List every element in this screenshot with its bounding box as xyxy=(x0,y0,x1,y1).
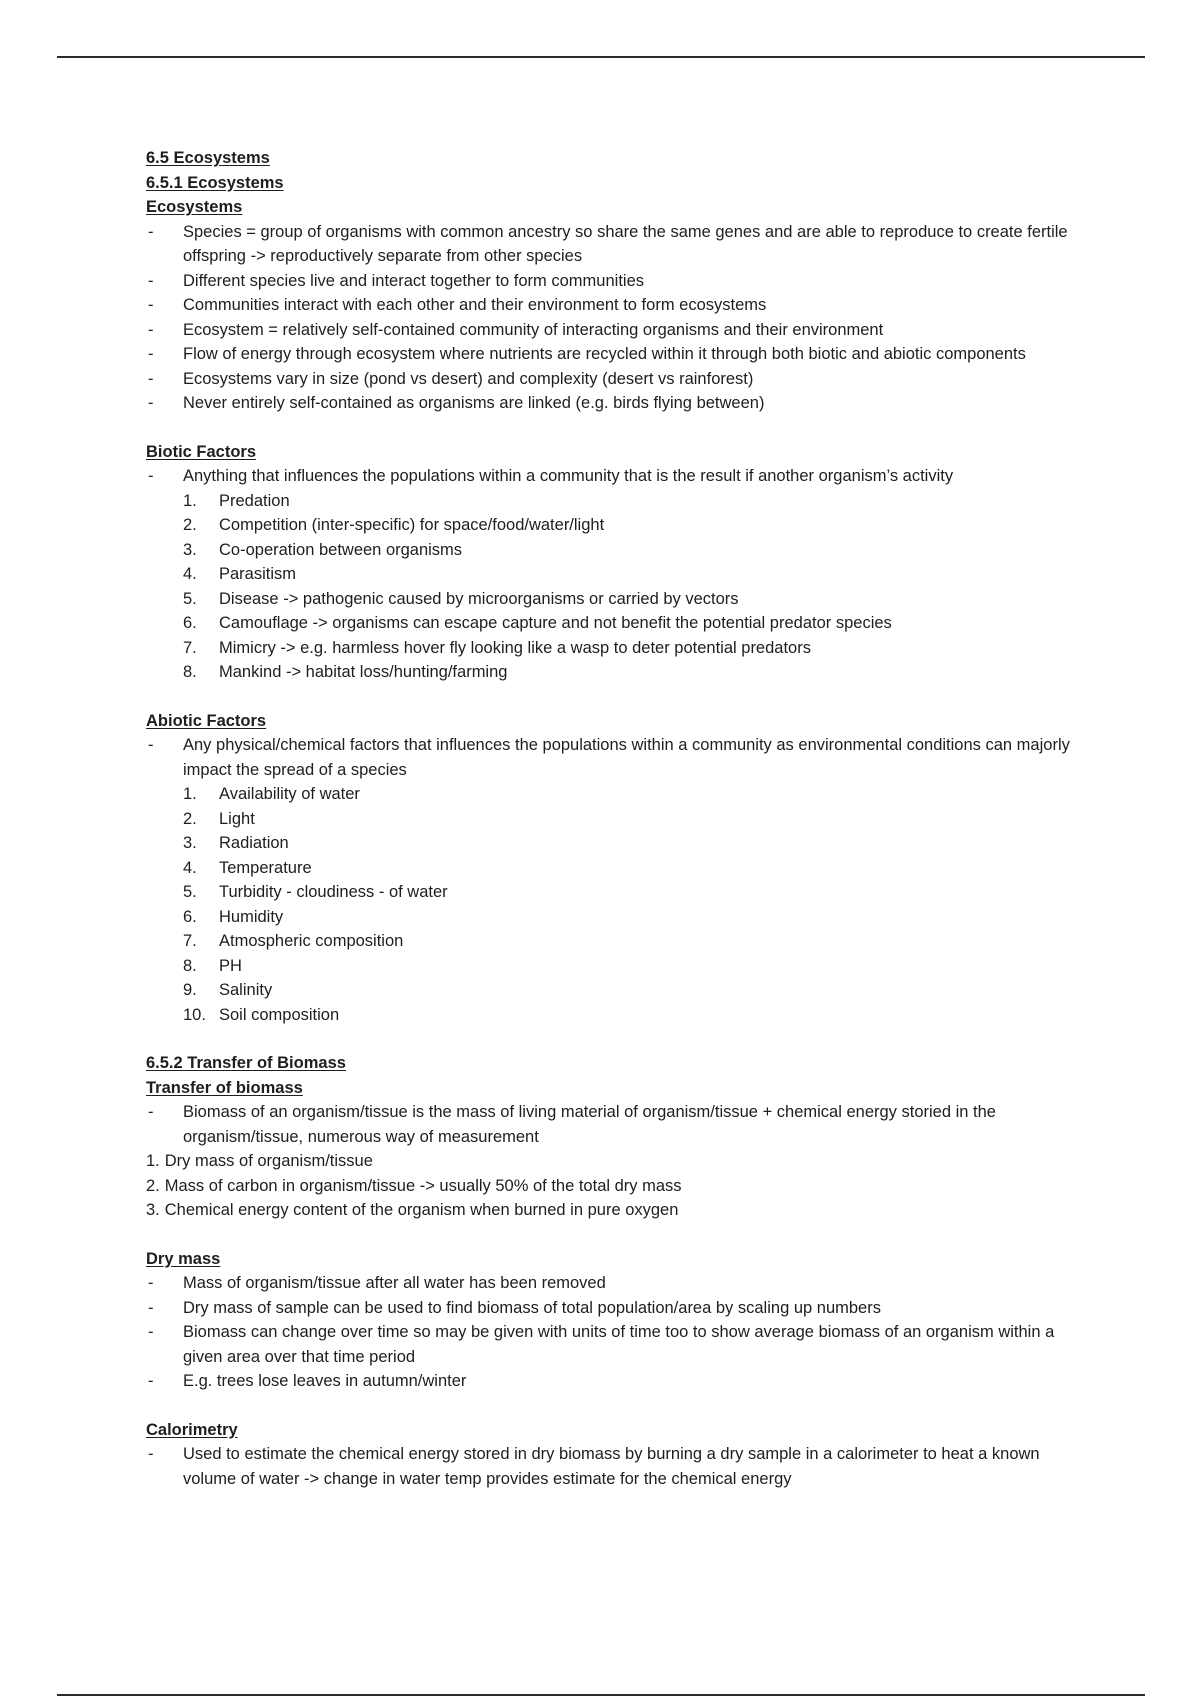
item-text: Disease -> pathogenic caused by microorganisms or carried by vectors xyxy=(219,589,739,608)
list-item xyxy=(183,587,1076,612)
list-item xyxy=(183,1003,1076,1028)
biotic-factors-heading: Biotic Factors xyxy=(146,442,257,461)
spacer xyxy=(146,1394,1076,1418)
biotic-factors-list xyxy=(146,489,1076,685)
item-number: 4. xyxy=(183,858,197,877)
item-text: Parasitism xyxy=(219,565,297,583)
item-text: Humidity xyxy=(219,907,284,926)
item-text: Light xyxy=(219,809,255,828)
dry-mass-heading: Dry mass xyxy=(146,1249,221,1268)
list-item xyxy=(183,538,1076,563)
item-text: Mass of carbon in organism/tissue -> usually 50% of the total dry mass xyxy=(164,1176,682,1195)
section-title: 6.5 Ecosystems xyxy=(146,149,270,167)
list-item: - Biomass of an organism/tissue is the mass of living material of organism/tissue + chemical energy storied in the organism/tissue, numerous way of measurement xyxy=(146,1100,1076,1149)
list-item: - Biomass can change over time so may be given with units of time too to show average biomass of an organism within a given area over that time period xyxy=(146,1320,1076,1369)
ecosystems-heading: Ecosystems xyxy=(146,198,243,216)
item-text: Radiation xyxy=(219,834,289,852)
list-item xyxy=(183,954,1076,979)
item-text: Chemical energy content of the organism when burned in pure oxygen xyxy=(164,1201,679,1219)
item-text: Soil composition xyxy=(219,1005,340,1024)
item-number: 6. xyxy=(183,907,197,926)
list-item xyxy=(183,880,1076,905)
item-text: Temperature xyxy=(219,858,312,877)
list-item: - Ecosystem = relatively self-contained community of interacting organisms and their environment xyxy=(146,318,1076,343)
list-item xyxy=(183,562,1076,587)
transfer-of-biomass-heading: Transfer of biomass xyxy=(146,1078,303,1097)
list-item xyxy=(146,1174,1076,1199)
list-item xyxy=(183,611,1076,636)
item-text: Mankind -> habitat loss/hunting/farming xyxy=(219,663,508,681)
spacer xyxy=(146,1027,1076,1051)
abiotic-list xyxy=(146,733,1076,782)
list-item: - Ecosystems vary in size (pond vs desert) and complexity (desert vs rainforest) xyxy=(146,367,1076,392)
list-item: - Mass of organism/tissue after all water has been removed xyxy=(146,1271,1076,1296)
biotic-list xyxy=(146,464,1076,489)
item-number: 3. xyxy=(183,540,197,559)
item-number: 2. xyxy=(146,1176,160,1195)
ecosystems-list xyxy=(146,220,1076,416)
page-content xyxy=(146,146,1076,1491)
list-item: - E.g. trees lose leaves in autumn/winter xyxy=(146,1369,1076,1394)
list-item: - Flow of energy through ecosystem where nutrients are recycled within it through both biotic and abiotic components xyxy=(146,342,1076,367)
list-item: - Communities interact with each other and their environment to form ecosystems xyxy=(146,293,1076,318)
list-item xyxy=(146,1198,1076,1223)
list-item xyxy=(146,1149,1076,1174)
item-number: 8. xyxy=(183,663,197,681)
item-text: Predation xyxy=(219,491,290,510)
subsection-title: 6.5.1 Ecosystems xyxy=(146,173,284,192)
item-number: 10. xyxy=(183,1005,206,1024)
item-number: 9. xyxy=(183,981,197,999)
list-item xyxy=(183,489,1076,514)
item-number: 3. xyxy=(183,834,197,852)
transfer-section-title: 6.5.2 Transfer of Biomass xyxy=(146,1054,346,1072)
list-item xyxy=(183,978,1076,1003)
dry-mass-list xyxy=(146,1271,1076,1394)
transfer-list xyxy=(146,1100,1076,1149)
item-number: 5. xyxy=(183,589,197,608)
item-text: Camouflage -> organisms can escape capture and not benefit the potential predator species xyxy=(219,614,892,632)
header-rule xyxy=(57,56,1145,58)
item-text: Competition (inter-specific) for space/food/water/light xyxy=(219,516,605,534)
calorimetry-heading: Calorimetry xyxy=(146,1420,238,1439)
item-text: PH xyxy=(219,956,242,975)
item-number: 8. xyxy=(183,956,197,975)
list-item xyxy=(183,636,1076,661)
item-text: Mimicry -> e.g. harmless hover fly looking like a wasp to deter potential predators xyxy=(219,638,811,657)
item-number: 6. xyxy=(183,614,197,632)
calorimetry-list xyxy=(146,1442,1076,1491)
list-item: - Never entirely self-contained as organisms are linked (e.g. birds flying between) xyxy=(146,391,1076,416)
list-item xyxy=(183,831,1076,856)
list-item xyxy=(183,905,1076,930)
item-number: 1. xyxy=(146,1152,160,1170)
item-number: 5. xyxy=(183,883,197,901)
item-number: 3. xyxy=(146,1201,160,1219)
abiotic-factors-list xyxy=(146,782,1076,1027)
list-item xyxy=(183,856,1076,881)
item-number: 7. xyxy=(183,932,197,950)
abiotic-factors-heading: Abiotic Factors xyxy=(146,711,267,730)
item-number: 1. xyxy=(183,491,197,510)
item-number: 7. xyxy=(183,638,197,657)
spacer xyxy=(146,416,1076,440)
list-item xyxy=(183,660,1076,685)
list-item: - Dry mass of sample can be used to find biomass of total population/area by scaling up numbers xyxy=(146,1296,1076,1321)
footer-rule xyxy=(57,1694,1145,1696)
list-item: - Anything that influences the populations within a community that is the result if another organism’s activity xyxy=(146,464,1076,489)
item-text: Salinity xyxy=(219,981,273,999)
item-text: Availability of water xyxy=(219,785,360,803)
list-item xyxy=(183,782,1076,807)
list-item: - Different species live and interact together to form communities xyxy=(146,269,1076,294)
item-number: 2. xyxy=(183,809,197,828)
item-text: Turbidity - cloudiness - of water xyxy=(219,883,448,901)
list-item xyxy=(183,513,1076,538)
item-number: 2. xyxy=(183,516,197,534)
item-text: Atmospheric composition xyxy=(219,932,404,950)
spacer xyxy=(146,685,1076,709)
measurement-methods-list xyxy=(146,1149,1076,1223)
list-item: - Species = group of organisms with common ancestry so share the same genes and are able to reproduce to create fertile offspring -> reproductively separate from other species xyxy=(146,220,1076,269)
list-item: - Used to estimate the chemical energy stored in dry biomass by burning a dry sample in a calorimeter to heat a known volume of water -> change in water temp provides estimate for the chemical energy xyxy=(146,1442,1076,1491)
item-text: Co-operation between organisms xyxy=(219,540,463,559)
spacer xyxy=(146,1223,1076,1247)
list-item xyxy=(183,929,1076,954)
item-number: 1. xyxy=(183,785,197,803)
item-number: 4. xyxy=(183,565,197,583)
list-item xyxy=(183,807,1076,832)
list-item: - Any physical/chemical factors that influences the populations within a community as environmental conditions can majorly impact the spread of a species xyxy=(146,733,1076,782)
item-text: Dry mass of organism/tissue xyxy=(164,1152,373,1170)
